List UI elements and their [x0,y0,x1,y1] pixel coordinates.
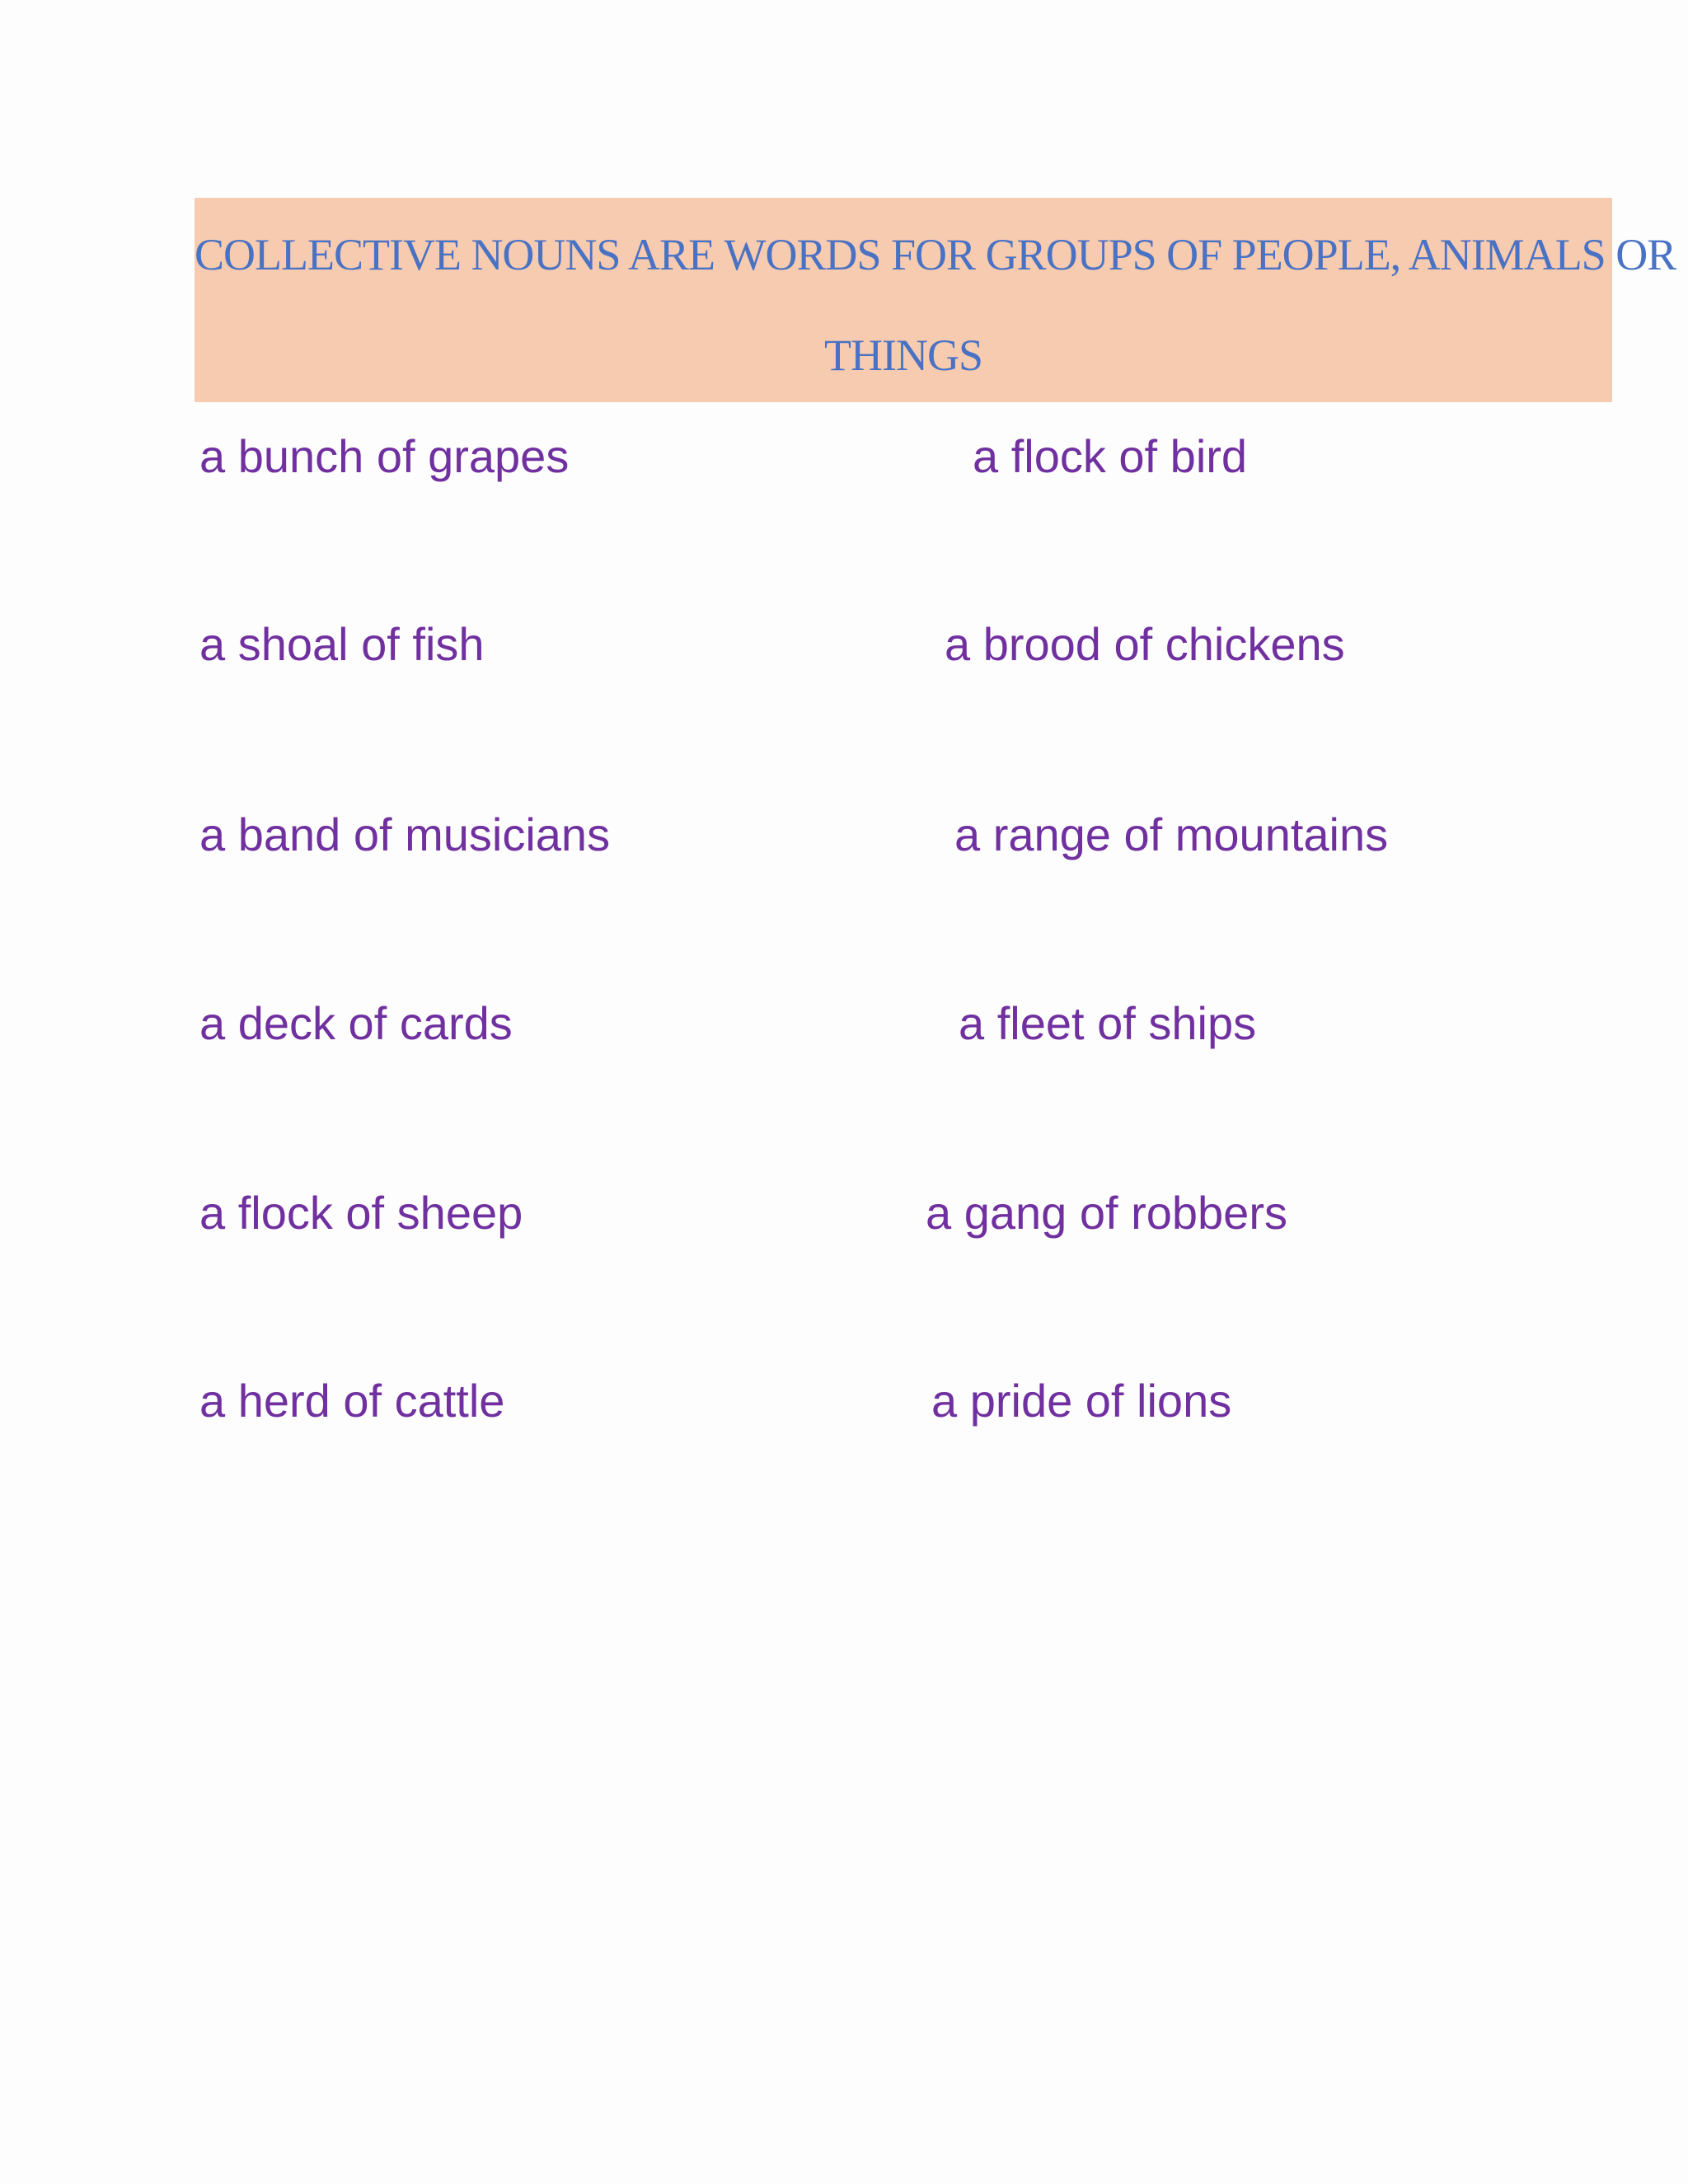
entry-right-2: a brood of chickens [945,618,1345,670]
entry-right-1: a flock of bird [973,430,1248,482]
entry-left-6: a herd of cattle [199,1375,505,1427]
heading-banner [195,198,1676,402]
entry-right-6: a pride of lions [931,1375,1232,1427]
entry-right-4: a fleet of ships [959,997,1257,1049]
entry-left-2: a shoal of fish [199,618,485,670]
heading-line-1: COLLECTIVE NOUNS ARE WORDS FOR GROUPS OF PEOPLE, ANIMALS OR [195,230,1676,279]
entry-left-3: a band of musicians [199,808,611,860]
heading-line-2: THINGS [824,330,982,380]
entry-right-3: a range of mountains [954,808,1389,860]
entry-left-5: a flock of sheep [199,1187,523,1239]
entry-left-4: a deck of cards [199,997,513,1049]
entry-right-5: a gang of robbers [926,1187,1287,1239]
entry-left-1: a bunch of grapes [199,430,570,482]
